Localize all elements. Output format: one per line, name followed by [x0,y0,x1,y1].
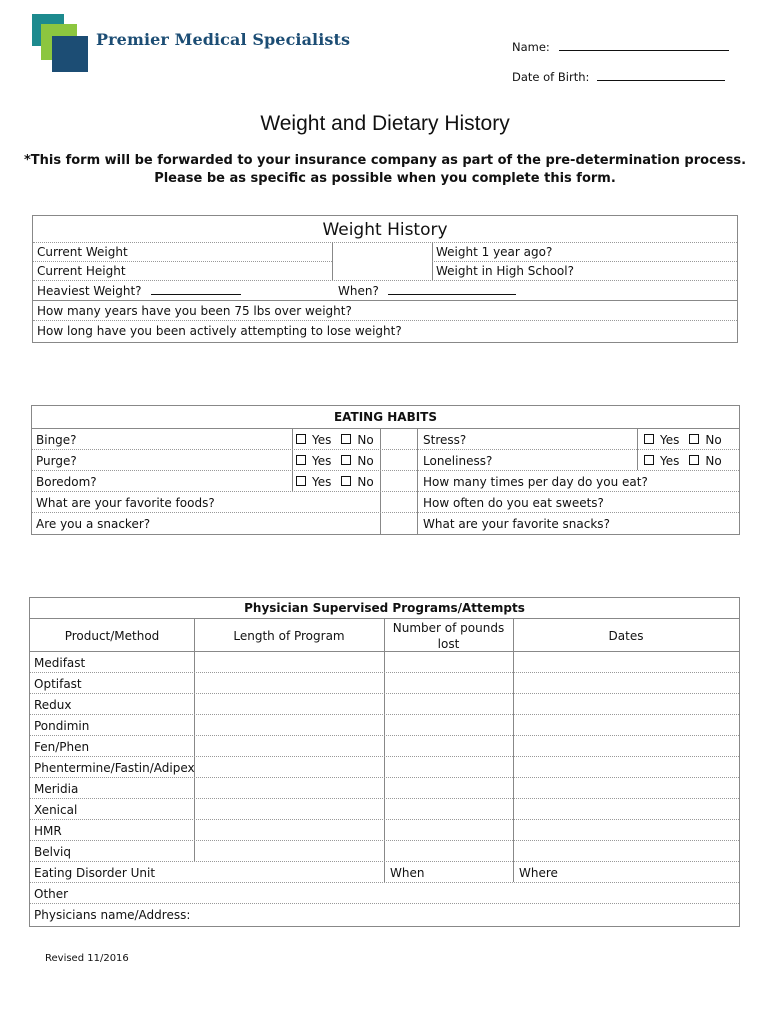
years-over-weight-label: How many years have you been 75 lbs over weight? [37,304,352,318]
eating-disorder-when-label: When [390,866,425,880]
stress-yes-no[interactable]: Yes No [644,433,722,447]
weight-history-title: Weight History [322,220,448,240]
current-height-label: Current Height [37,264,126,278]
loneliness-yes-no[interactable]: Yes No [644,454,722,468]
eating-disorder-where-label: Where [519,866,558,880]
col-pounds-lost-line1: Number of pounds [392,621,505,635]
checkbox-yes[interactable] [296,476,306,486]
current-weight-label: Current Weight [37,245,128,259]
col-dates: Dates [608,629,644,643]
snacker-label: Are you a snacker? [36,517,151,531]
program-row-pondimin: Pondimin [34,719,90,733]
favorite-snacks-label: What are your favorite snacks? [423,517,610,531]
program-row-phentermine: Phentermine/Fastin/Adipex [34,761,195,775]
program-row-meridia: Meridia [34,782,79,796]
name-label: Name: [512,40,550,54]
col-pounds-lost-line2: lost [437,637,460,651]
checkbox-no[interactable] [341,476,351,486]
attempting-lose-weight-label: How long have you been actively attempting to lose weight? [37,324,402,338]
purge-label: Purge? [36,454,77,468]
sweets-frequency-label: How often do you eat sweets? [423,496,604,510]
checkbox-no[interactable] [341,434,351,444]
boredom-yes-no[interactable]: Yes No [296,475,374,489]
weight-highschool-label: Weight in High School? [436,264,574,278]
checkbox-no[interactable] [689,455,699,465]
program-row-fen-phen: Fen/Phen [34,740,90,754]
name-field[interactable] [512,40,729,54]
binge-yes-no[interactable]: Yes No [296,433,374,447]
checkbox-no[interactable] [341,455,351,465]
program-row-medifast: Medifast [34,656,86,670]
physicians-address-label: Physicians name/Address: [34,908,191,922]
program-row-redux: Redux [34,698,72,712]
col-product-method: Product/Method [64,629,160,643]
eating-habits-title: EATING HABITS [333,410,438,424]
checkbox-no[interactable] [689,434,699,444]
binge-label: Binge? [36,433,77,447]
stress-label: Stress? [423,433,467,447]
boredom-label: Boredom? [36,475,97,489]
checkbox-yes[interactable] [296,455,306,465]
times-per-day-label: How many times per day do you eat? [423,475,648,489]
heaviest-when-label: When? [338,284,379,298]
other-label: Other [34,887,69,901]
loneliness-label: Loneliness? [423,454,493,468]
program-row-belviq: Belviq [34,845,72,859]
weight-1yr-label: Weight 1 year ago? [436,245,553,259]
heaviest-weight-field[interactable] [37,284,241,298]
notice-line-1: *This form will be forwarded to your insurance company as part of the pre-determination process. [23,153,747,168]
brand-name: Premier Medical Specialists [96,30,351,49]
notice-line-2: Please be as specific as possible when you complete this form. [154,171,616,186]
heaviest-weight-label: Heaviest Weight? [37,284,142,298]
logo-square-blue [52,36,88,72]
purge-yes-no[interactable]: Yes No [296,454,374,468]
dob-field[interactable] [512,70,725,84]
program-row-optifast: Optifast [34,677,82,691]
heaviest-when-field[interactable] [338,284,516,298]
favorite-foods-label: What are your favorite foods? [36,496,215,510]
page-title: Weight and Dietary History [260,112,510,135]
program-row-xenical: Xenical [34,803,78,817]
programs-title: Physician Supervised Programs/Attempts [244,601,525,615]
eating-disorder-unit-label: Eating Disorder Unit [34,866,156,880]
program-row-hmr: HMR [34,824,62,838]
revised-date: Revised 11/2016 [45,953,129,964]
checkbox-yes[interactable] [296,434,306,444]
checkbox-yes[interactable] [644,455,654,465]
checkbox-yes[interactable] [644,434,654,444]
dob-label: Date of Birth: [512,70,590,84]
col-length-of-program: Length of Program [233,629,345,643]
